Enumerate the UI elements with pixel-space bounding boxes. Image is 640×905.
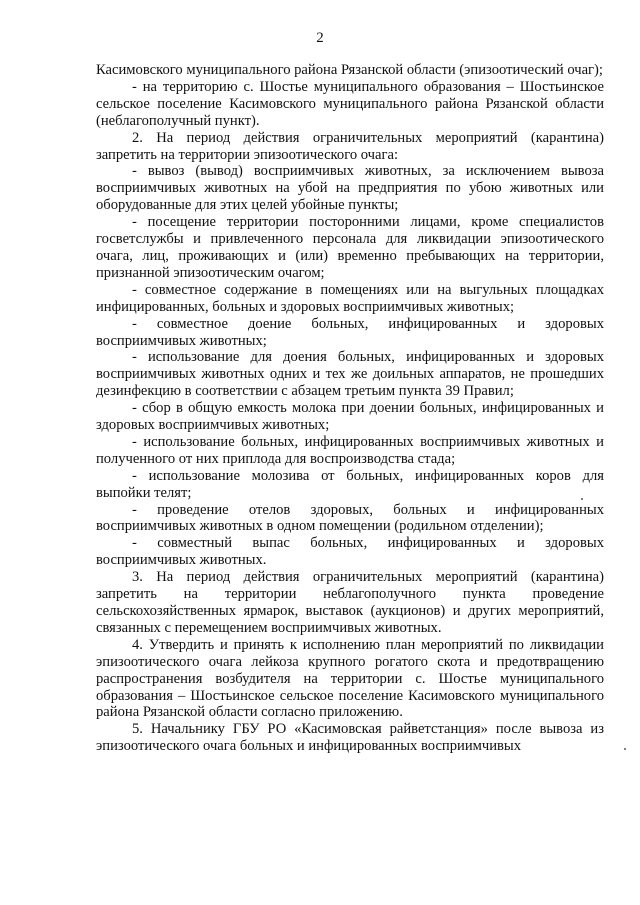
paragraph-item-5: 5. Начальнику ГБУ РО «Касимовская райветстанция» после вывоза из эпизоотического очага больных и инфицированных восприимчивых <box>96 721 604 755</box>
paragraph-item-4: 4. Утвердить и принять к исполнению план мероприятий по ликвидации эпизоотического очага лейкоза крупного рогатого скота и предотвращению распространения возбудителя на территории с. Шостье муниципального образования – Шостьинское сельское поселение Касимовского муниципального района Рязанской области согласно приложению. <box>96 636 604 721</box>
paragraph-list-item: - на территорию с. Шостье муниципального образования – Шостьинское сельское поселение Касимовского муниципального района Рязанской области (неблагополучный пункт). <box>96 78 604 129</box>
paragraph-list-item: - использование больных, инфицированных восприимчивых животных и полученного от них приплода для воспроизводства стада; <box>96 433 604 467</box>
scan-speck <box>581 498 583 500</box>
scan-speck <box>624 748 626 750</box>
paragraph-list-item: - сбор в общую емкость молока при доении больных, инфицированных и здоровых восприимчивых животных; <box>96 400 604 434</box>
paragraph-list-item: - проведение отелов здоровых, больных и инфицированных восприимчивых животных в одном помещении (родильном отделении); <box>96 501 604 535</box>
paragraph-list-item: - совместное содержание в помещениях или на выгульных площадках инфицированных, больных и здоровых восприимчивых животных; <box>96 281 604 315</box>
paragraph-list-item: - совместный выпас больных, инфицированных и здоровых восприимчивых животных. <box>96 535 604 569</box>
page-number: 2 <box>316 30 324 46</box>
paragraph-item-3: 3. На период действия ограничительных мероприятий (карантина) запретить на территории неблагополучного пункта проведение сельскохозяйственных ярмарок, выставок (аукционов) и других мероприятий, связанных с перемещением восприимчивых животных. <box>96 569 604 636</box>
paragraph-list-item: - совместное доение больных, инфицированных и здоровых восприимчивых животных; <box>96 315 604 349</box>
paragraph-list-item: - вывоз (вывод) восприимчивых животных, за исключением вывоза восприимчивых животных на убой на предприятия по убою животных или оборудованные для этих целей убойные пункты; <box>96 163 604 214</box>
paragraph-list-item: - посещение территории посторонними лицами, кроме специалистов госветслужбы и привлеченного персонала для ликвидации эпизоотического очага, лиц, проживающих и (или) временно пребывающих на территории, признанной эпизоотическим очагом; <box>96 214 604 281</box>
document-body <box>96 62 604 755</box>
paragraph-item-2: 2. На период действия ограничительных мероприятий (карантина) запретить на территории эпизоотического очага: <box>96 129 604 163</box>
paragraph-list-item: - использование для доения больных, инфицированных и здоровых восприимчивых животных одних и тех же доильных аппаратов, не прошедших дезинфекцию в соответствии с абзацем третьим пункта 39 Правил; <box>96 349 604 400</box>
paragraph-continuation: Касимовского муниципального района Рязанской области (эпизоотический очаг); <box>96 62 603 78</box>
paragraph-list-item: - использование молозива от больных, инфицированных коров для выпойки телят; <box>96 467 604 501</box>
